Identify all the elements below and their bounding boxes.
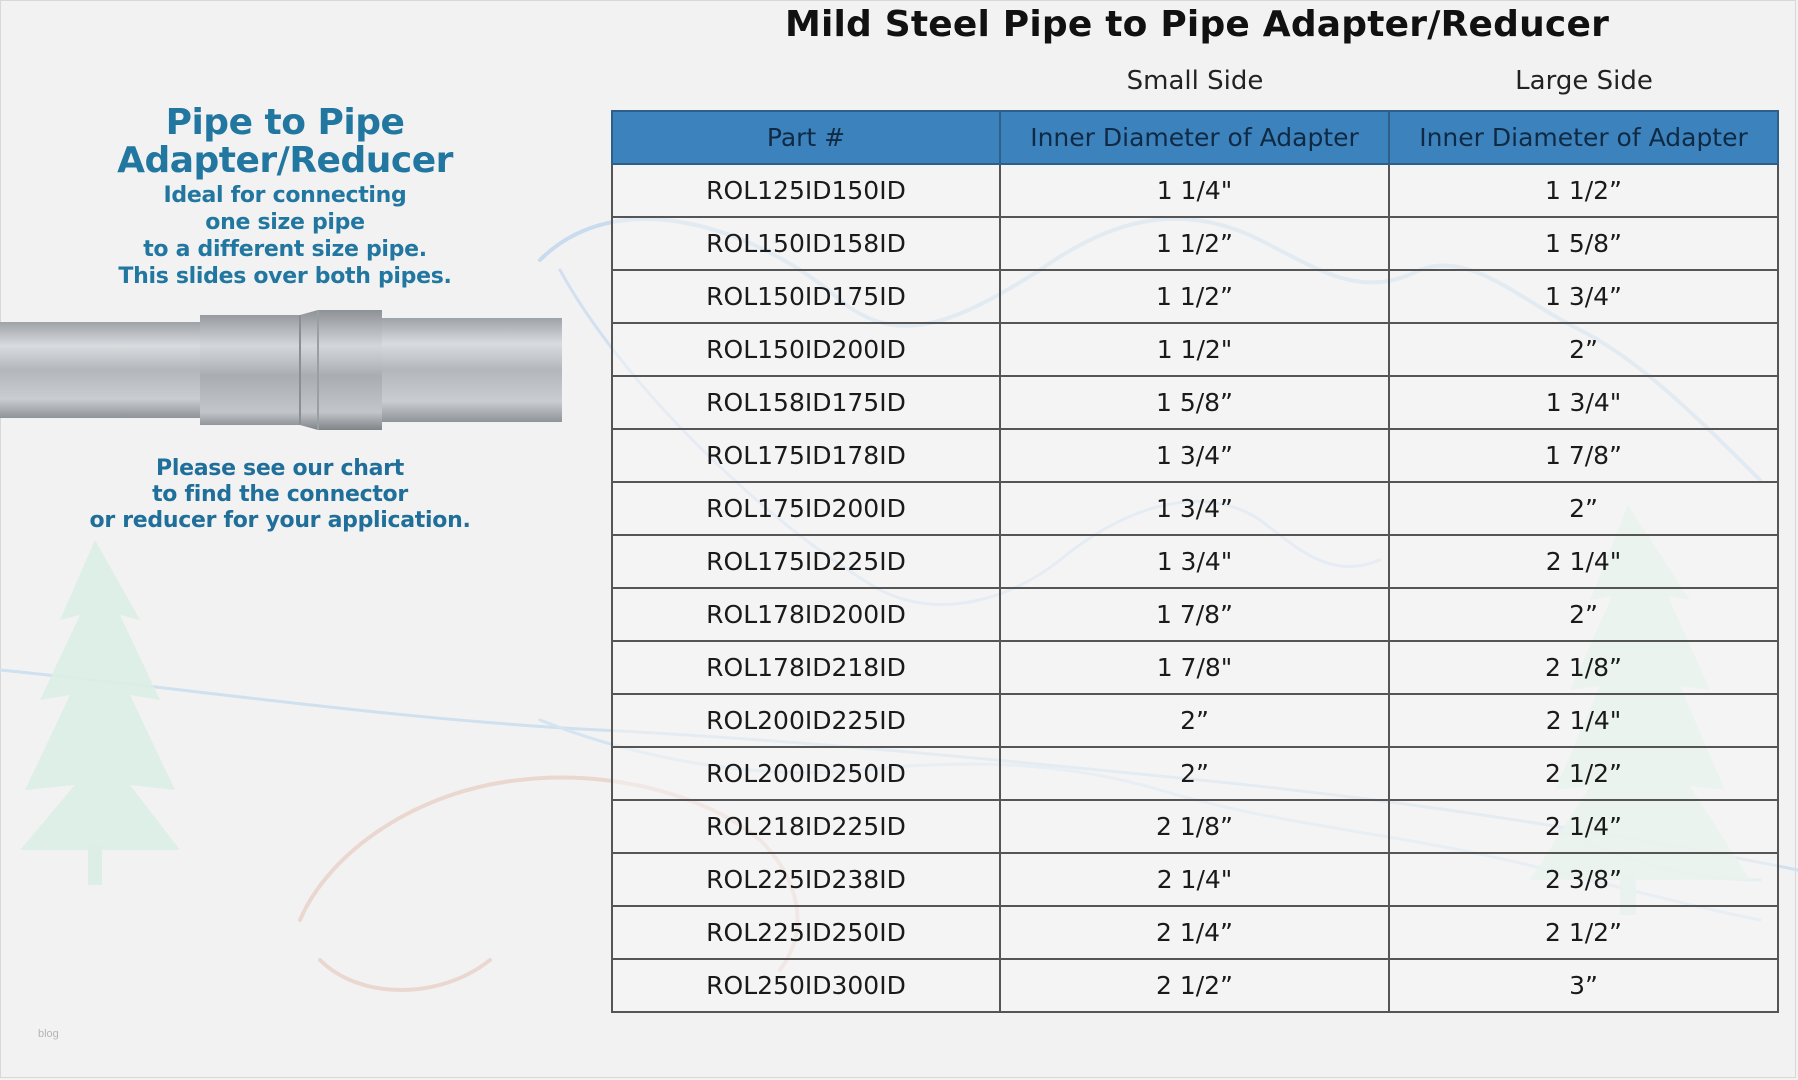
cell-part-number: ROL178ID218ID [612, 641, 1000, 694]
cell-small-side-id: 1 7/8" [1000, 641, 1389, 694]
cell-large-side-id: 3” [1389, 959, 1778, 1012]
cell-small-side-id: 2” [1000, 694, 1389, 747]
cell-large-side-id: 2 1/4” [1389, 800, 1778, 853]
cell-part-number: ROL175ID200ID [612, 482, 1000, 535]
table-row [612, 217, 1778, 270]
cell-part-number: ROL150ID158ID [612, 217, 1000, 270]
cell-small-side-id: 1 7/8” [1000, 588, 1389, 641]
cell-large-side-id: 1 3/4" [1389, 376, 1778, 429]
cell-large-side-id: 1 1/2” [1389, 164, 1778, 217]
page-title: Mild Steel Pipe to Pipe Adapter/Reducer [784, 4, 1610, 45]
watermark-text: blog [38, 1028, 59, 1040]
note-line: or reducer for your application. [89, 508, 471, 533]
cell-part-number: ROL150ID175ID [612, 270, 1000, 323]
pipe-adapter-image [0, 310, 562, 430]
cell-part-number: ROL225ID250ID [612, 906, 1000, 959]
cell-small-side-id: 2 1/2” [1000, 959, 1389, 1012]
header-small-inner-diameter: Inner Diameter of Adapter [1000, 111, 1389, 164]
cell-small-side-id: 2” [1000, 747, 1389, 800]
description-line: Ideal for connecting [163, 183, 407, 208]
table-row [612, 535, 1778, 588]
cell-small-side-id: 1 1/2" [1000, 323, 1389, 376]
cell-small-side-id: 1 1/4" [1000, 164, 1389, 217]
table-row [612, 164, 1778, 217]
cell-large-side-id: 2 1/8” [1389, 641, 1778, 694]
table-row [612, 376, 1778, 429]
cell-small-side-id: 1 3/4” [1000, 482, 1389, 535]
cell-part-number: ROL200ID250ID [612, 747, 1000, 800]
cell-large-side-id: 2 3/8” [1389, 853, 1778, 906]
cell-large-side-id: 2 1/4" [1389, 694, 1778, 747]
table-body [612, 164, 1778, 1012]
large-side-caption: Large Side [1515, 66, 1653, 96]
product-description [60, 182, 510, 290]
table-row [612, 906, 1778, 959]
product-heading-line-1: Pipe to Pipe [165, 102, 405, 143]
cell-part-number: ROL225ID238ID [612, 853, 1000, 906]
table-row [612, 429, 1778, 482]
description-line: This slides over both pipes. [118, 264, 452, 289]
table-row [612, 747, 1778, 800]
description-line: one size pipe [205, 210, 365, 235]
cell-part-number: ROL125ID150ID [612, 164, 1000, 217]
cell-large-side-id: 2 1/2” [1389, 906, 1778, 959]
cell-part-number: ROL200ID225ID [612, 694, 1000, 747]
cell-small-side-id: 1 5/8” [1000, 376, 1389, 429]
adapter-spec-table [611, 110, 1779, 1013]
cell-large-side-id: 2” [1389, 588, 1778, 641]
description-line: to a different size pipe. [143, 237, 427, 262]
cell-large-side-id: 2 1/4" [1389, 535, 1778, 588]
cell-part-number: ROL175ID178ID [612, 429, 1000, 482]
cell-small-side-id: 2 1/4" [1000, 853, 1389, 906]
cell-small-side-id: 1 3/4” [1000, 429, 1389, 482]
cell-small-side-id: 1 1/2” [1000, 217, 1389, 270]
cell-part-number: ROL218ID225ID [612, 800, 1000, 853]
cell-large-side-id: 1 7/8” [1389, 429, 1778, 482]
table-row [612, 641, 1778, 694]
cell-large-side-id: 1 3/4” [1389, 270, 1778, 323]
table-row [612, 800, 1778, 853]
table-row [612, 270, 1778, 323]
table-row [612, 959, 1778, 1012]
note-line: Please see our chart [156, 456, 404, 481]
cell-large-side-id: 2” [1389, 482, 1778, 535]
cell-small-side-id: 1 3/4" [1000, 535, 1389, 588]
cell-large-side-id: 2” [1389, 323, 1778, 376]
cell-part-number: ROL150ID200ID [612, 323, 1000, 376]
cell-part-number: ROL250ID300ID [612, 959, 1000, 1012]
cell-part-number: ROL175ID225ID [612, 535, 1000, 588]
chart-note [40, 456, 520, 534]
cell-large-side-id: 2 1/2” [1389, 747, 1778, 800]
cell-part-number: ROL158ID175ID [612, 376, 1000, 429]
header-part-number: Part # [612, 111, 1000, 164]
cell-small-side-id: 2 1/8” [1000, 800, 1389, 853]
table-row [612, 588, 1778, 641]
header-large-inner-diameter: Inner Diameter of Adapter [1389, 111, 1778, 164]
table-row [612, 694, 1778, 747]
product-heading [60, 104, 510, 290]
table-row [612, 323, 1778, 376]
table-header-row [612, 111, 1778, 164]
cell-small-side-id: 1 1/2” [1000, 270, 1389, 323]
cell-part-number: ROL178ID200ID [612, 588, 1000, 641]
table-row [612, 853, 1778, 906]
product-heading-line-2: Adapter/Reducer [117, 140, 453, 181]
cell-small-side-id: 2 1/4” [1000, 906, 1389, 959]
table-row [612, 482, 1778, 535]
note-line: to find the connector [152, 482, 408, 507]
small-side-caption: Small Side [1126, 66, 1264, 96]
cell-large-side-id: 1 5/8” [1389, 217, 1778, 270]
